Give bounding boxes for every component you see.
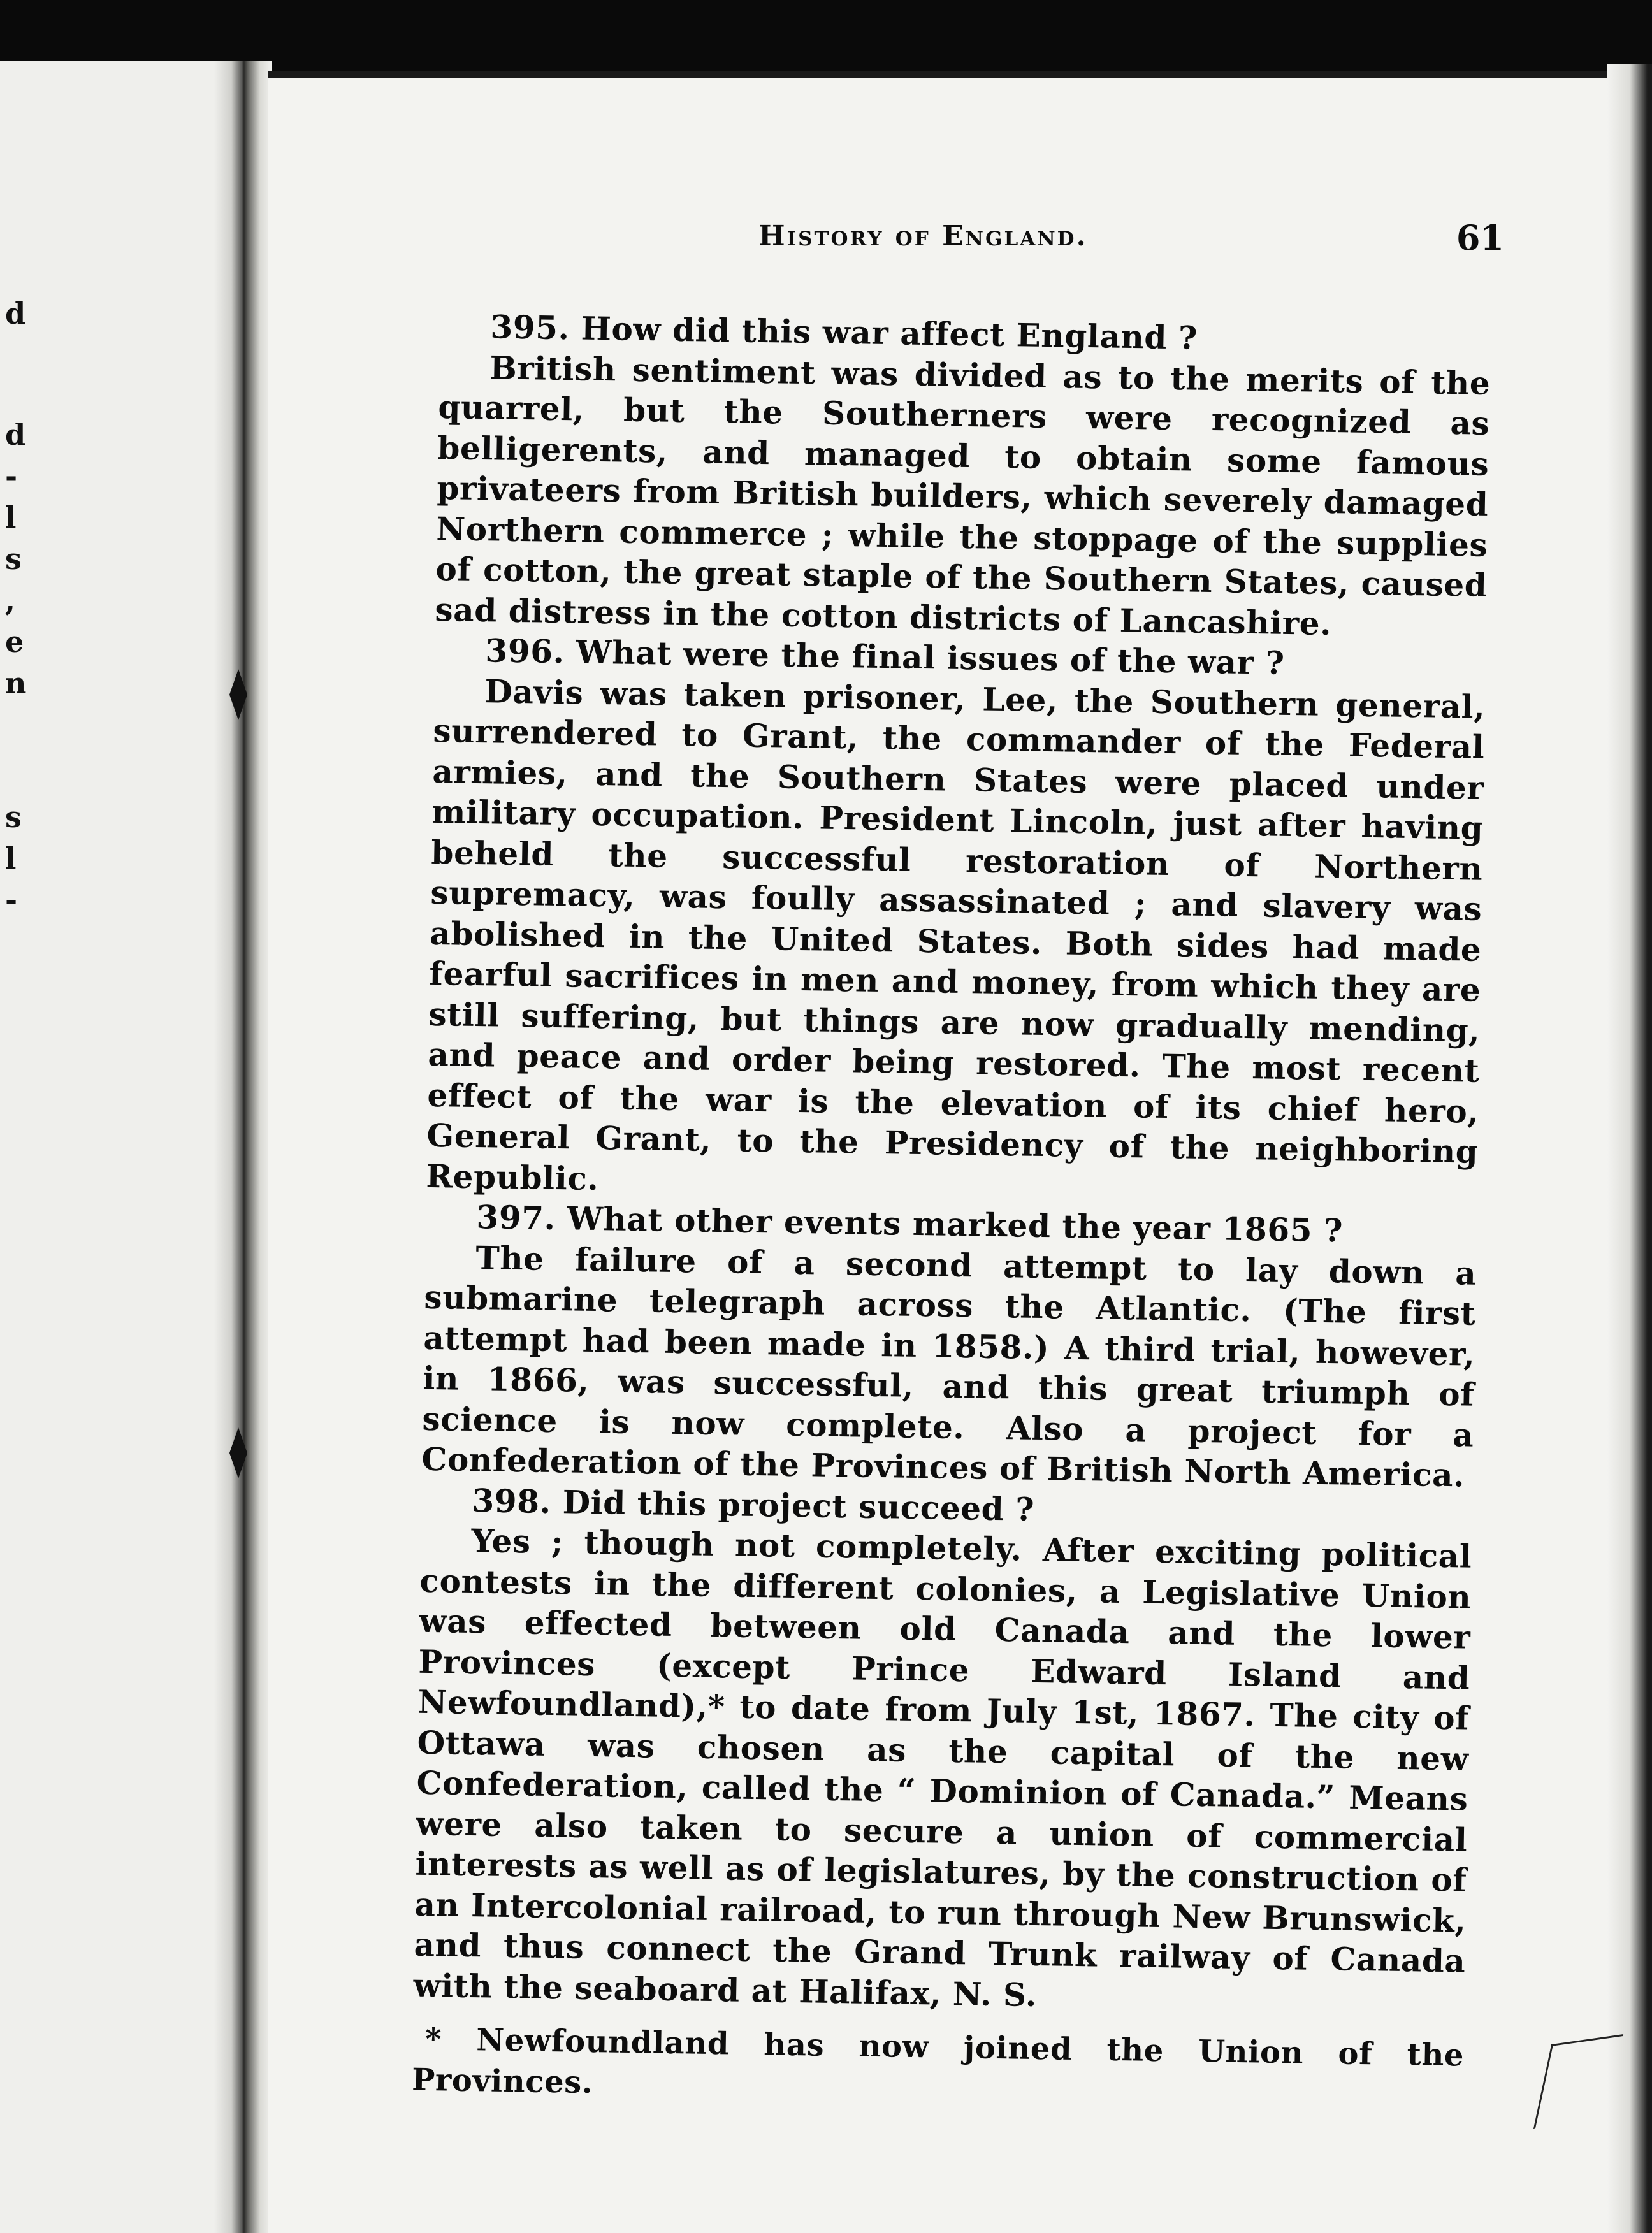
left-page-fragment: d xyxy=(5,296,26,331)
left-page-fragment: - xyxy=(5,459,18,493)
left-page-fragment: - xyxy=(5,883,18,917)
question-397: 397. What other events marked the year 1865 ? xyxy=(476,1198,1344,1250)
question-398: 398. Did this project succeed ? xyxy=(472,1481,1035,1528)
left-page-fragment: s xyxy=(5,542,22,576)
answer-396: Davis was taken prisoner, Lee, the Southern general, surrendered to Grant, the commander of the Federal armies, and the Southern States were placed under military occupation. President Lincoln, just after having beheld the successful restoration of Northern supremacy, was foully assassinated ; and slavery was abolished in the United States. Both sides had made fearful sacrifices in men and money, from which they are still suffering, but things are now gradually mending, and peace and order being restored. The most recent effect of the war is the elevation of its chief hero, General Grant, to the Presidency of the neighboring Republic. xyxy=(426,672,1486,1197)
left-page-fragment: l xyxy=(5,841,17,876)
answer-395: British sentiment was divided as to the merits of the quarrel, but the Southerners were recognized as belligerents, and managed to obtain some famous privateers from British builders, which severely damaged Northern commerce ; while the stoppage of the supplies of cotton, the great staple of the Southern States, caused sad distress in the cotton districts of Lancashire. xyxy=(435,348,1491,642)
question-395: 395. How did this war affect England ? xyxy=(490,308,1198,357)
left-page-fragment: n xyxy=(5,666,27,700)
answer-397: The failure of a second attempt to lay down a submarine telegraph across the Atlantic. (The first attempt had been made in 1858.) A third trial, however, in 1866, was successful, and this great triumph of science is now complete. Also a project for a Confederation of the Provinces of British North America. xyxy=(421,1238,1477,1494)
page-header xyxy=(758,217,1504,264)
page-body xyxy=(412,306,1491,2117)
binding-thread-mark xyxy=(229,1453,247,1478)
book-gutter xyxy=(214,61,272,2233)
binding-thread-mark xyxy=(229,669,247,695)
binding-thread-mark xyxy=(229,1427,247,1453)
answer-398: Yes ; though not completely. After exciting political contests in the different colonies, a Legislative Union was effected between old Canada and the lower Provinces (except Prince Edward Island and Newfoundland),* to date from July 1st, 1867. The city of Ottawa was chosen as the capital of the new Confederation, called the “ Dominion of Canada.” Means were also taken to secure a union of commercial interests as well as of legislatures, by the construction of an Intercolonial railroad, to run through New Brunswick, and thus connect the Grand Trunk railway of Canada with the seaboard at Halifax, N. S. xyxy=(413,1522,1472,2014)
left-page-fragment: s xyxy=(5,800,22,834)
running-title: History of England. xyxy=(758,220,1088,252)
left-page-fragment: , xyxy=(5,583,16,618)
footnote: * Newfoundland has now joined the Union of the Provinces. xyxy=(411,2021,1465,2100)
right-page-edge-shadow xyxy=(1607,64,1652,2233)
page-number: 61 xyxy=(1456,217,1504,258)
question-396: 396. What were the final issues of the war ? xyxy=(485,632,1285,682)
left-page-fragment: l xyxy=(5,500,17,535)
left-page-fragment: d xyxy=(5,417,26,452)
left-page-edge xyxy=(0,61,242,2233)
binding-thread-mark xyxy=(229,695,247,720)
left-page-fragment: e xyxy=(5,625,24,659)
